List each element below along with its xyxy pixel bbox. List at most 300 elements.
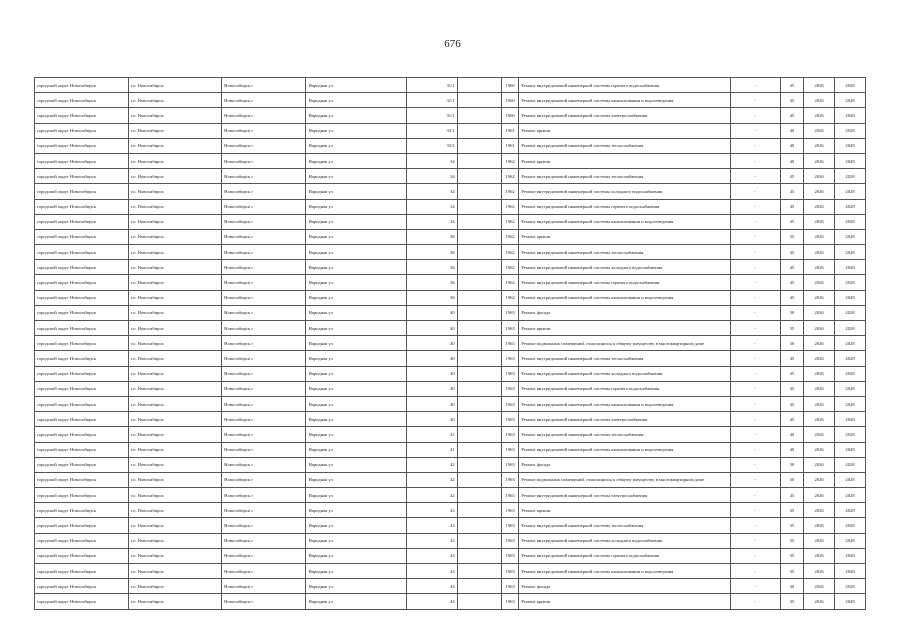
cell-work-type: Ремонт внутридомовой инженерной системы теплоснабжения	[519, 351, 731, 366]
cell-year: 1962	[501, 229, 518, 244]
cell-work-type: Ремонт крыши	[519, 153, 731, 168]
table-row	[35, 199, 866, 214]
cell-work-type: Ремонт внутридомовой инженерной системы горячего водоснабжения	[519, 275, 731, 290]
cell-house: 34	[407, 214, 457, 229]
cell-locality: Новосибирск г	[222, 153, 306, 168]
table-row	[35, 396, 866, 411]
cell-year-to: 2028	[835, 153, 866, 168]
cell-locality: Новосибирск г	[222, 229, 306, 244]
table-row	[35, 78, 866, 93]
cell-work-type: Ремонт крыши	[519, 594, 731, 609]
cell-empty	[457, 594, 501, 609]
cell-locality: Новосибирск г	[222, 245, 306, 260]
cell-district: городской округ Новосибирск	[35, 305, 129, 320]
cell-term: 30	[780, 472, 804, 487]
cell-empty	[457, 579, 501, 594]
table-row	[35, 184, 866, 199]
cell-dash: -	[731, 396, 780, 411]
table-row	[35, 564, 866, 579]
cell-work-type: Ремонт внутридомовой инженерной системы холодного водоснабжения	[519, 184, 731, 199]
cell-work-type: Ремонт внутридомовой инженерной системы теплоснабжения	[519, 138, 731, 153]
cell-dash: -	[731, 442, 780, 457]
cell-street: Народная ул	[306, 594, 407, 609]
cell-city: г.о. Новосибирск	[128, 564, 222, 579]
cell-house: 34	[407, 184, 457, 199]
cell-empty	[457, 245, 501, 260]
cell-district: городской округ Новосибирск	[35, 564, 129, 579]
cell-district: городской округ Новосибирск	[35, 138, 129, 153]
cell-year: 1963	[501, 472, 518, 487]
cell-empty	[457, 412, 501, 427]
cell-city: г.о. Новосибирск	[128, 108, 222, 123]
cell-year-to: 2028	[835, 381, 866, 396]
cell-dash: -	[731, 503, 780, 518]
table-row	[35, 533, 866, 548]
cell-term: 45	[780, 275, 804, 290]
cell-dash: -	[731, 275, 780, 290]
cell-locality: Новосибирск г	[222, 564, 306, 579]
cell-dash: -	[731, 427, 780, 442]
table-row	[35, 229, 866, 244]
cell-empty	[457, 214, 501, 229]
cell-district: городской округ Новосибирск	[35, 214, 129, 229]
cell-year-from: 2026	[804, 321, 835, 336]
cell-dash: -	[731, 93, 780, 108]
cell-year-from: 2026	[804, 123, 835, 138]
cell-city: г.о. Новосибирск	[128, 457, 222, 472]
cell-city: г.о. Новосибирск	[128, 78, 222, 93]
cell-work-type: Ремонт внутридомовой инженерной системы горячего водоснабжения	[519, 381, 731, 396]
cell-term: 30	[780, 336, 804, 351]
cell-house: 40	[407, 321, 457, 336]
cell-locality: Новосибирск г	[222, 108, 306, 123]
cell-locality: Новосибирск г	[222, 427, 306, 442]
cell-year-to: 2028	[835, 214, 866, 229]
cell-locality: Новосибирск г	[222, 138, 306, 153]
cell-year-from: 2026	[804, 305, 835, 320]
cell-year: 1963	[501, 533, 518, 548]
cell-term: 35	[780, 321, 804, 336]
cell-street: Народная ул	[306, 472, 407, 487]
cell-city: г.о. Новосибирск	[128, 321, 222, 336]
cell-year-from: 2026	[804, 396, 835, 411]
cell-house: 42	[407, 457, 457, 472]
cell-house: 42	[407, 488, 457, 503]
cell-city: г.о. Новосибирск	[128, 169, 222, 184]
cell-year-from: 2026	[804, 169, 835, 184]
cell-house: 42	[407, 472, 457, 487]
cell-locality: Новосибирск г	[222, 412, 306, 427]
cell-district: городской округ Новосибирск	[35, 229, 129, 244]
cell-year-from: 2026	[804, 412, 835, 427]
page-number: 676	[444, 38, 461, 50]
cell-year-from: 2026	[804, 548, 835, 563]
cell-empty	[457, 366, 501, 381]
cell-street: Народная ул	[306, 214, 407, 229]
cell-empty	[457, 260, 501, 275]
cell-dash: -	[731, 518, 780, 533]
cell-empty	[457, 503, 501, 518]
cell-locality: Новосибирск г	[222, 169, 306, 184]
cell-street: Народная ул	[306, 488, 407, 503]
table-row	[35, 245, 866, 260]
cell-year: 1962	[501, 214, 518, 229]
cell-year-from: 2026	[804, 564, 835, 579]
table-row	[35, 548, 866, 563]
cell-year: 1963	[501, 336, 518, 351]
cell-empty	[457, 518, 501, 533]
cell-year: 1961	[501, 123, 518, 138]
cell-term: 35	[780, 594, 804, 609]
cell-term: 45	[780, 381, 804, 396]
cell-year-from: 2026	[804, 108, 835, 123]
cell-term: 45	[780, 366, 804, 381]
cell-house: 31/1	[407, 93, 457, 108]
cell-street: Народная ул	[306, 457, 407, 472]
table-row	[35, 275, 866, 290]
cell-locality: Новосибирск г	[222, 518, 306, 533]
cell-locality: Новосибирск г	[222, 123, 306, 138]
cell-work-type: Ремонт подвальных помещений, относящихся к общему имуществу в многоквартирном доме	[519, 336, 731, 351]
cell-year: 1962	[501, 153, 518, 168]
cell-term: 45	[780, 199, 804, 214]
cell-empty	[457, 275, 501, 290]
cell-locality: Новосибирск г	[222, 93, 306, 108]
cell-year: 1962	[501, 290, 518, 305]
cell-street: Народная ул	[306, 305, 407, 320]
cell-district: городской округ Новосибирск	[35, 93, 129, 108]
cell-year: 1963	[501, 594, 518, 609]
cell-year: 1962	[501, 260, 518, 275]
table-row	[35, 290, 866, 305]
cell-district: городской округ Новосибирск	[35, 290, 129, 305]
cell-district: городской округ Новосибирск	[35, 594, 129, 609]
cell-street: Народная ул	[306, 518, 407, 533]
table-row	[35, 442, 866, 457]
cell-year-from: 2026	[804, 442, 835, 457]
cell-year-to: 2028	[835, 336, 866, 351]
cell-work-type: Ремонт внутридомовой инженерной системы теплоснабжения	[519, 427, 731, 442]
cell-year-to: 2028	[835, 427, 866, 442]
cell-city: г.о. Новосибирск	[128, 503, 222, 518]
cell-district: городской округ Новосибирск	[35, 366, 129, 381]
cell-dash: -	[731, 169, 780, 184]
cell-year-from: 2026	[804, 138, 835, 153]
cell-empty	[457, 169, 501, 184]
cell-year-from: 2026	[804, 78, 835, 93]
cell-district: городской округ Новосибирск	[35, 412, 129, 427]
cell-dash: -	[731, 488, 780, 503]
repair-schedule-table	[34, 77, 866, 610]
cell-district: городской округ Новосибирск	[35, 396, 129, 411]
cell-year-to: 2028	[835, 488, 866, 503]
cell-year-from: 2026	[804, 381, 835, 396]
cell-year-to: 2028	[835, 169, 866, 184]
cell-term: 40	[780, 427, 804, 442]
cell-work-type: Ремонт внутридомовой инженерной системы канализования и водоотведения	[519, 214, 731, 229]
cell-year-from: 2026	[804, 275, 835, 290]
cell-year-to: 2028	[835, 245, 866, 260]
cell-empty	[457, 396, 501, 411]
cell-district: городской округ Новосибирск	[35, 488, 129, 503]
cell-year-from: 2026	[804, 229, 835, 244]
cell-district: городской округ Новосибирск	[35, 245, 129, 260]
cell-street: Народная ул	[306, 427, 407, 442]
cell-locality: Новосибирск г	[222, 594, 306, 609]
cell-year-from: 2026	[804, 533, 835, 548]
table-row	[35, 381, 866, 396]
cell-locality: Новосибирск г	[222, 381, 306, 396]
cell-year-from: 2026	[804, 594, 835, 609]
cell-dash: -	[731, 579, 780, 594]
cell-year-to: 2028	[835, 396, 866, 411]
cell-empty	[457, 138, 501, 153]
cell-district: городской округ Новосибирск	[35, 503, 129, 518]
cell-year-from: 2026	[804, 245, 835, 260]
cell-street: Народная ул	[306, 260, 407, 275]
cell-city: г.о. Новосибирск	[128, 533, 222, 548]
cell-house: 36	[407, 260, 457, 275]
cell-street: Народная ул	[306, 275, 407, 290]
cell-house: 43	[407, 548, 457, 563]
cell-dash: -	[731, 199, 780, 214]
cell-term: 40	[780, 138, 804, 153]
cell-empty	[457, 548, 501, 563]
cell-house: 36	[407, 229, 457, 244]
cell-locality: Новосибирск г	[222, 336, 306, 351]
cell-city: г.о. Новосибирск	[128, 138, 222, 153]
cell-city: г.о. Новосибирск	[128, 214, 222, 229]
cell-city: г.о. Новосибирск	[128, 381, 222, 396]
cell-house: 40	[407, 305, 457, 320]
table-row	[35, 336, 866, 351]
cell-street: Народная ул	[306, 93, 407, 108]
cell-work-type: Ремонт внутридомовой инженерной системы электроснабжения	[519, 488, 731, 503]
cell-year-from: 2026	[804, 153, 835, 168]
cell-year-to: 2028	[835, 518, 866, 533]
cell-dash: -	[731, 123, 780, 138]
cell-work-type: Ремонт крыши	[519, 123, 731, 138]
cell-district: городской округ Новосибирск	[35, 548, 129, 563]
cell-term: 40	[780, 123, 804, 138]
cell-district: городской округ Новосибирск	[35, 427, 129, 442]
cell-locality: Новосибирск г	[222, 321, 306, 336]
cell-dash: -	[731, 229, 780, 244]
cell-year-to: 2028	[835, 108, 866, 123]
cell-district: городской округ Новосибирск	[35, 123, 129, 138]
cell-work-type: Ремонт внутридомовой инженерной системы канализования и водоотведения	[519, 564, 731, 579]
cell-year-to: 2028	[835, 123, 866, 138]
cell-house: 43	[407, 503, 457, 518]
cell-house: 34	[407, 153, 457, 168]
table-body	[35, 78, 866, 610]
cell-year-to: 2028	[835, 366, 866, 381]
table-row	[35, 594, 866, 609]
cell-locality: Новосибирск г	[222, 305, 306, 320]
cell-house: 44	[407, 579, 457, 594]
cell-empty	[457, 93, 501, 108]
cell-city: г.о. Новосибирск	[128, 336, 222, 351]
cell-year-to: 2028	[835, 351, 866, 366]
cell-locality: Новосибирск г	[222, 442, 306, 457]
cell-term: 30	[780, 579, 804, 594]
table-row	[35, 260, 866, 275]
cell-empty	[457, 108, 501, 123]
cell-house: 36	[407, 245, 457, 260]
cell-locality: Новосибирск г	[222, 351, 306, 366]
cell-street: Народная ул	[306, 123, 407, 138]
cell-work-type: Ремонт внутридомовой инженерной системы горячего водоснабжения	[519, 548, 731, 563]
cell-work-type: Ремонт внутридомовой инженерной системы теплоснабжения	[519, 169, 731, 184]
cell-dash: -	[731, 153, 780, 168]
cell-year: 1963	[501, 321, 518, 336]
cell-work-type: Ремонт внутридомовой инженерной системы канализования и водоотведения	[519, 442, 731, 457]
cell-house: 34	[407, 199, 457, 214]
table-row	[35, 305, 866, 320]
cell-street: Народная ул	[306, 533, 407, 548]
cell-house: 40	[407, 351, 457, 366]
cell-street: Народная ул	[306, 503, 407, 518]
cell-city: г.о. Новосибирск	[128, 366, 222, 381]
cell-city: г.о. Новосибирск	[128, 123, 222, 138]
cell-dash: -	[731, 564, 780, 579]
cell-work-type: Ремонт крыши	[519, 229, 731, 244]
cell-dash: -	[731, 472, 780, 487]
cell-year-from: 2026	[804, 518, 835, 533]
cell-work-type: Ремонт крыши	[519, 503, 731, 518]
cell-year-to: 2028	[835, 457, 866, 472]
cell-dash: -	[731, 108, 780, 123]
cell-year-to: 2028	[835, 260, 866, 275]
cell-empty	[457, 457, 501, 472]
cell-locality: Новосибирск г	[222, 260, 306, 275]
cell-district: городской округ Новосибирск	[35, 275, 129, 290]
table-row	[35, 108, 866, 123]
cell-city: г.о. Новосибирск	[128, 93, 222, 108]
cell-year-to: 2028	[835, 199, 866, 214]
cell-district: городской округ Новосибирск	[35, 153, 129, 168]
cell-street: Народная ул	[306, 396, 407, 411]
table-row	[35, 503, 866, 518]
cell-term: 45	[780, 78, 804, 93]
cell-house: 33/1	[407, 123, 457, 138]
cell-year: 1963	[501, 396, 518, 411]
cell-year: 1963	[501, 503, 518, 518]
cell-year-from: 2026	[804, 366, 835, 381]
cell-term: 45	[780, 184, 804, 199]
cell-city: г.о. Новосибирск	[128, 290, 222, 305]
cell-street: Народная ул	[306, 290, 407, 305]
cell-district: городской округ Новосибирск	[35, 78, 129, 93]
cell-city: г.о. Новосибирск	[128, 579, 222, 594]
cell-street: Народная ул	[306, 351, 407, 366]
cell-year: 1963	[501, 564, 518, 579]
cell-street: Народная ул	[306, 548, 407, 563]
cell-house: 41	[407, 427, 457, 442]
cell-city: г.о. Новосибирск	[128, 305, 222, 320]
cell-year-from: 2026	[804, 184, 835, 199]
cell-year-from: 2026	[804, 214, 835, 229]
cell-street: Народная ул	[306, 321, 407, 336]
cell-city: г.о. Новосибирск	[128, 351, 222, 366]
cell-street: Народная ул	[306, 108, 407, 123]
cell-district: городской округ Новосибирск	[35, 442, 129, 457]
cell-term: 30	[780, 305, 804, 320]
cell-locality: Новосибирск г	[222, 396, 306, 411]
cell-district: городской округ Новосибирск	[35, 533, 129, 548]
cell-empty	[457, 472, 501, 487]
cell-district: городской округ Новосибирск	[35, 518, 129, 533]
cell-dash: -	[731, 336, 780, 351]
cell-street: Народная ул	[306, 336, 407, 351]
cell-house: 41	[407, 442, 457, 457]
cell-year-from: 2026	[804, 336, 835, 351]
cell-house: 40	[407, 412, 457, 427]
cell-dash: -	[731, 214, 780, 229]
cell-city: г.о. Новосибирск	[128, 594, 222, 609]
cell-year: 1963	[501, 442, 518, 457]
cell-year-to: 2028	[835, 93, 866, 108]
cell-house: 40	[407, 336, 457, 351]
cell-year: 1963	[501, 518, 518, 533]
cell-empty	[457, 321, 501, 336]
table-row	[35, 138, 866, 153]
cell-house: 34	[407, 169, 457, 184]
cell-term: 45	[780, 108, 804, 123]
cell-year: 1963	[501, 488, 518, 503]
table-row	[35, 457, 866, 472]
cell-empty	[457, 184, 501, 199]
cell-year-from: 2026	[804, 199, 835, 214]
cell-street: Народная ул	[306, 78, 407, 93]
cell-dash: -	[731, 184, 780, 199]
cell-street: Народная ул	[306, 366, 407, 381]
cell-city: г.о. Новосибирск	[128, 442, 222, 457]
cell-term: 35	[780, 533, 804, 548]
cell-empty	[457, 229, 501, 244]
cell-empty	[457, 290, 501, 305]
cell-dash: -	[731, 321, 780, 336]
cell-work-type: Ремонт фасада	[519, 579, 731, 594]
table-row	[35, 123, 866, 138]
cell-term: 35	[780, 229, 804, 244]
cell-house: 31/1	[407, 78, 457, 93]
cell-year-from: 2026	[804, 290, 835, 305]
cell-locality: Новосибирск г	[222, 579, 306, 594]
table-row	[35, 153, 866, 168]
cell-city: г.о. Новосибирск	[128, 412, 222, 427]
cell-empty	[457, 78, 501, 93]
cell-locality: Новосибирск г	[222, 533, 306, 548]
cell-year: 1963	[501, 351, 518, 366]
cell-street: Народная ул	[306, 564, 407, 579]
cell-term: 40	[780, 153, 804, 168]
cell-year-from: 2026	[804, 457, 835, 472]
cell-term: 45	[780, 245, 804, 260]
cell-house: 40	[407, 396, 457, 411]
cell-year-to: 2028	[835, 78, 866, 93]
cell-year-from: 2026	[804, 427, 835, 442]
cell-locality: Новосибирск г	[222, 488, 306, 503]
cell-district: городской округ Новосибирск	[35, 260, 129, 275]
cell-year: 1961	[501, 138, 518, 153]
cell-year-to: 2028	[835, 138, 866, 153]
cell-empty	[457, 442, 501, 457]
cell-empty	[457, 336, 501, 351]
cell-year-to: 2028	[835, 442, 866, 457]
cell-term: 45	[780, 412, 804, 427]
cell-work-type: Ремонт крыши	[519, 321, 731, 336]
